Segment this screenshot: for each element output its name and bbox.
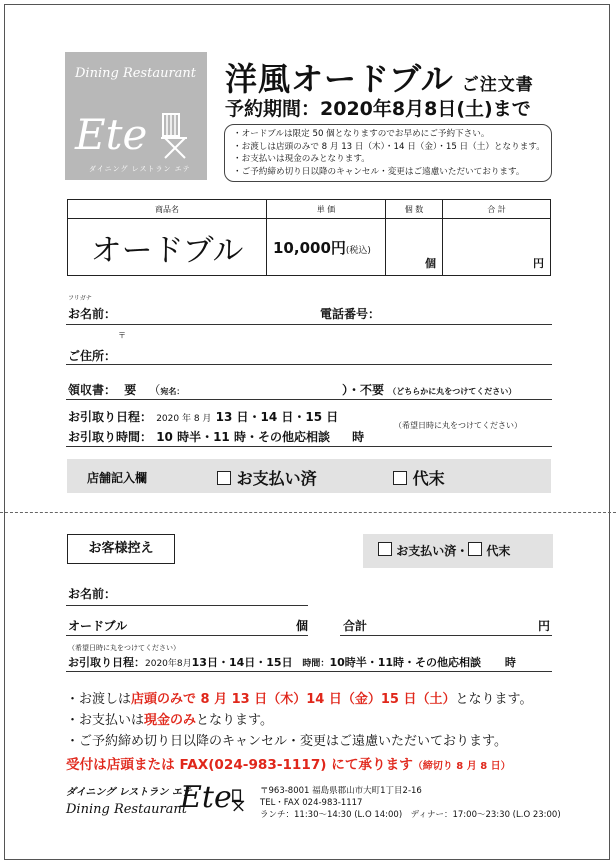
title-sub: ご注文書 <box>461 75 534 95</box>
copy-name-label: お名前： <box>68 587 117 601</box>
copy-date-prefix: 2020年8月 <box>145 659 192 669</box>
postal-mark: 〒 <box>118 331 126 340</box>
copy-date-row <box>68 654 516 670</box>
receipt-hint: （どちらかに丸をつけてください） <box>388 387 517 396</box>
name-label: お名前： <box>68 307 117 321</box>
qty-input-cell[interactable] <box>386 219 443 276</box>
qty-unit: 個 <box>425 257 436 270</box>
copy-date-label: お引取り日程： <box>68 656 145 669</box>
pickup-time-row <box>68 428 364 445</box>
footer-brand: Dining Restaurant <box>66 802 187 817</box>
footer-hours <box>260 809 561 821</box>
store-paid-option[interactable] <box>217 466 317 489</box>
notice-item: ・ご予約締め切り日以降のキャンセル・変更はご遠慮いただいております。 <box>233 166 525 177</box>
copy-paid-box <box>363 534 553 568</box>
cut-line <box>0 512 616 513</box>
store-proxy-label: 代末 <box>412 469 445 488</box>
reception-note <box>66 753 511 773</box>
name-phone-line[interactable] <box>66 324 552 325</box>
receipt-noneed[interactable]: 不要 <box>360 383 385 397</box>
total-input-cell[interactable] <box>443 219 551 276</box>
pickup-date-row <box>68 408 338 425</box>
notice-item: ・お渡しは店頭のみで 8 月 13 日（木）・14 日（金）・15 日（土）となります。 <box>233 141 545 152</box>
copy-paid-label: お支払い済・ <box>396 544 469 558</box>
phone-label: 電話番号： <box>320 307 381 321</box>
reception-text: 受付は店頭または FAX(024-983-1117) にて承ります <box>66 757 413 773</box>
price-value: 10,000円 <box>273 238 346 257</box>
notice-box <box>224 124 552 182</box>
footer-kana: ダイニング レストラン エテ <box>66 787 192 798</box>
chair-icon <box>230 788 246 812</box>
pickup-line <box>66 446 552 447</box>
bottom-note-3: ・ご予約締め切り日以降のキャンセル・変更はご遠慮いただいております。 <box>66 734 507 749</box>
reservation-period: 予約期間：2020年8月8日(土)まで <box>225 98 531 120</box>
copy-proxy-label: 代末 <box>486 544 511 558</box>
footer-dinner: ディナー：17:00～23:30 (L.O 23:00) <box>410 810 561 820</box>
copy-time-label: 時間： <box>302 659 330 669</box>
reception-deadline: （締切り 8 月 8 日） <box>412 761 511 772</box>
copy-total-label: 合計 <box>343 619 368 633</box>
checkbox-icon[interactable] <box>393 471 407 485</box>
footer-tel: TEL・FAX 024-983-1117 <box>260 798 363 808</box>
note2-post: となります。 <box>196 713 273 728</box>
note1-red: 店頭のみで 8 月 13 日（木）14 日（金）15 日（土） <box>131 692 456 707</box>
copy-name-line[interactable] <box>66 605 308 606</box>
pickup-date-label: お引取り日程： <box>68 410 153 424</box>
furigana-label: フリガナ <box>68 295 92 302</box>
copy-time-suffix: 時 <box>504 656 516 669</box>
copy-date-days[interactable]: 13日・14日・15日 <box>191 656 293 669</box>
copy-product-line[interactable] <box>66 635 308 636</box>
total-unit: 円 <box>533 257 544 270</box>
pickup-time-suffix: 時 <box>352 430 365 444</box>
receipt-paren: （ <box>148 383 161 397</box>
copy-total-unit: 円 <box>538 619 551 633</box>
address-label: ご住所： <box>68 349 117 363</box>
copy-total-line[interactable] <box>340 635 552 636</box>
receipt-noneed-group <box>342 381 516 398</box>
store-entry-box <box>67 459 551 493</box>
price-tax: (税込) <box>345 245 371 256</box>
logo-text-dining: Dining Restaurant <box>75 66 196 81</box>
receipt-line[interactable] <box>66 399 552 400</box>
pickup-time-hint: （希望日時に丸をつけてください） <box>394 421 522 430</box>
logo-text-kana: ダイニング レストラン エテ <box>89 165 191 173</box>
receipt-close: ）・ <box>342 383 361 397</box>
receipt-label-text: 領収書： <box>68 383 117 397</box>
footer-brand-big: Ete <box>180 780 232 815</box>
notice-item: ・オードブルは限定 50 個となりますのでお早めにご予約下さい。 <box>233 129 490 139</box>
copy-qty-unit: 個 <box>296 619 309 633</box>
chair-icon <box>157 110 191 160</box>
note2-red: 現金のみ <box>144 713 197 728</box>
checkbox-icon[interactable] <box>468 542 482 556</box>
pickup-time-options[interactable]: 10 時半・11 時・その他応相談 <box>156 430 330 444</box>
logo-text-ete: Ete <box>75 110 148 159</box>
product-name: オードブル <box>68 219 267 276</box>
col-header-price: 単 価 <box>267 200 386 219</box>
title-main: 洋風オードブル <box>225 60 454 98</box>
pickup-time-label: お引取り時間： <box>68 430 153 444</box>
col-header-product: 商品名 <box>68 200 267 219</box>
col-header-qty: 個 数 <box>386 200 443 219</box>
notice-item: ・お支払いは現金のみとなります。 <box>233 154 370 165</box>
store-paid-label: お支払い済 <box>236 469 317 488</box>
col-header-total: 合 計 <box>443 200 551 219</box>
copy-product: オードブル <box>68 619 128 633</box>
note1-post: となります。 <box>455 692 533 707</box>
footer-address: 〒963-8001 福島県郡山市大町1丁目2-16 <box>260 786 422 796</box>
store-proxy-option[interactable] <box>393 466 445 489</box>
receipt-label <box>68 381 184 398</box>
copy-time-options[interactable]: 10時半・11時・その他応相談 <box>329 656 482 669</box>
pickup-date-prefix: 2020 年 8 月 <box>156 414 212 424</box>
footer-lunch: ランチ：11:30～14:30 (L.O 14:00) <box>260 810 403 820</box>
unit-price <box>267 219 386 276</box>
receipt-addressee-label: 宛名： <box>160 387 185 396</box>
customer-copy-title: お客様控え <box>67 534 175 564</box>
order-table <box>67 199 551 276</box>
address-line[interactable] <box>66 364 552 365</box>
restaurant-logo <box>65 52 207 180</box>
checkbox-icon[interactable] <box>378 542 392 556</box>
note1-pre: ・お渡しは <box>66 692 132 707</box>
footer-info <box>260 785 561 821</box>
note2-pre: ・お支払いは <box>66 713 145 728</box>
checkbox-icon[interactable] <box>217 471 231 485</box>
copy-hint: （希望日時に丸をつけてください） <box>68 644 180 652</box>
copy-date-line <box>66 671 552 672</box>
pickup-date-days[interactable]: 13 日・14 日・15 日 <box>215 410 339 424</box>
bottom-note-1 <box>66 688 532 707</box>
store-entry-label: 店舗記入欄 <box>87 471 148 485</box>
bottom-note-2 <box>66 709 273 728</box>
receipt-need[interactable]: 要 <box>124 383 137 397</box>
